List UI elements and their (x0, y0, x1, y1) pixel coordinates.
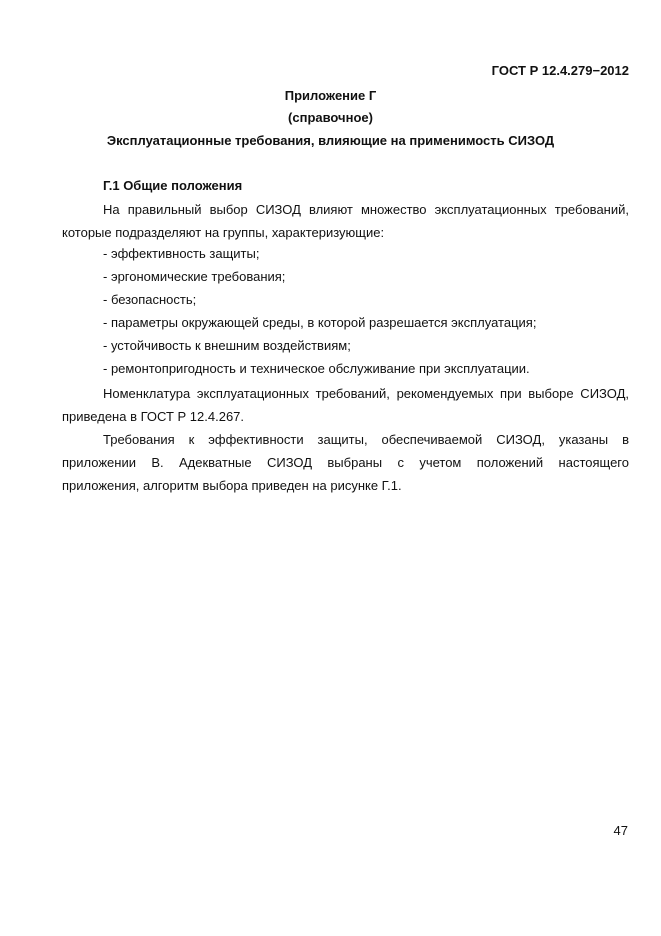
list-item: - безопасность; (103, 292, 197, 307)
list-item: - эргономические требования; (103, 269, 286, 284)
annex-title: Приложение Г (284, 88, 377, 103)
document-code: ГОСТ Р 12.4.279−2012 (491, 63, 629, 78)
list-item: - эффективность защиты; (103, 246, 260, 261)
list-item: - ремонтопригодность и техническое обслуживание при эксплуатации. (103, 361, 530, 376)
requirements-line-2: приложении В. Адекватные СИЗОД выбраны с учетом положений настоящего (62, 455, 629, 470)
requirements-line-1: Требования к эффективности защиты, обеспечиваемой СИЗОД, указаны в (103, 432, 629, 447)
nomenclature-line-2: приведена в ГОСТ Р 12.4.267. (62, 409, 245, 424)
list-item: - устойчивость к внешним воздействиям; (103, 338, 351, 353)
requirements-line-3: приложения, алгоритм выбора приведен на рисунке Г.1. (62, 478, 402, 493)
list-item: - параметры окружающей среды, в которой разрешается эксплуатация; (103, 315, 537, 330)
annex-kind: (справочное) (288, 110, 373, 125)
section-heading: Г.1 Общие положения (103, 178, 243, 193)
intro-line-1: На правильный выбор СИЗОД влияют множество эксплуатационных требований, (103, 202, 629, 217)
intro-line-2: которые подразделяют на группы, характеризующие: (62, 225, 385, 240)
page-number: 47 (613, 823, 628, 838)
nomenclature-line-1: Номенклатура эксплуатационных требований, рекомендуемых при выборе СИЗОД, (103, 386, 629, 401)
annex-subject: Эксплуатационные требования, влияющие на применимость СИЗОД (106, 133, 555, 148)
